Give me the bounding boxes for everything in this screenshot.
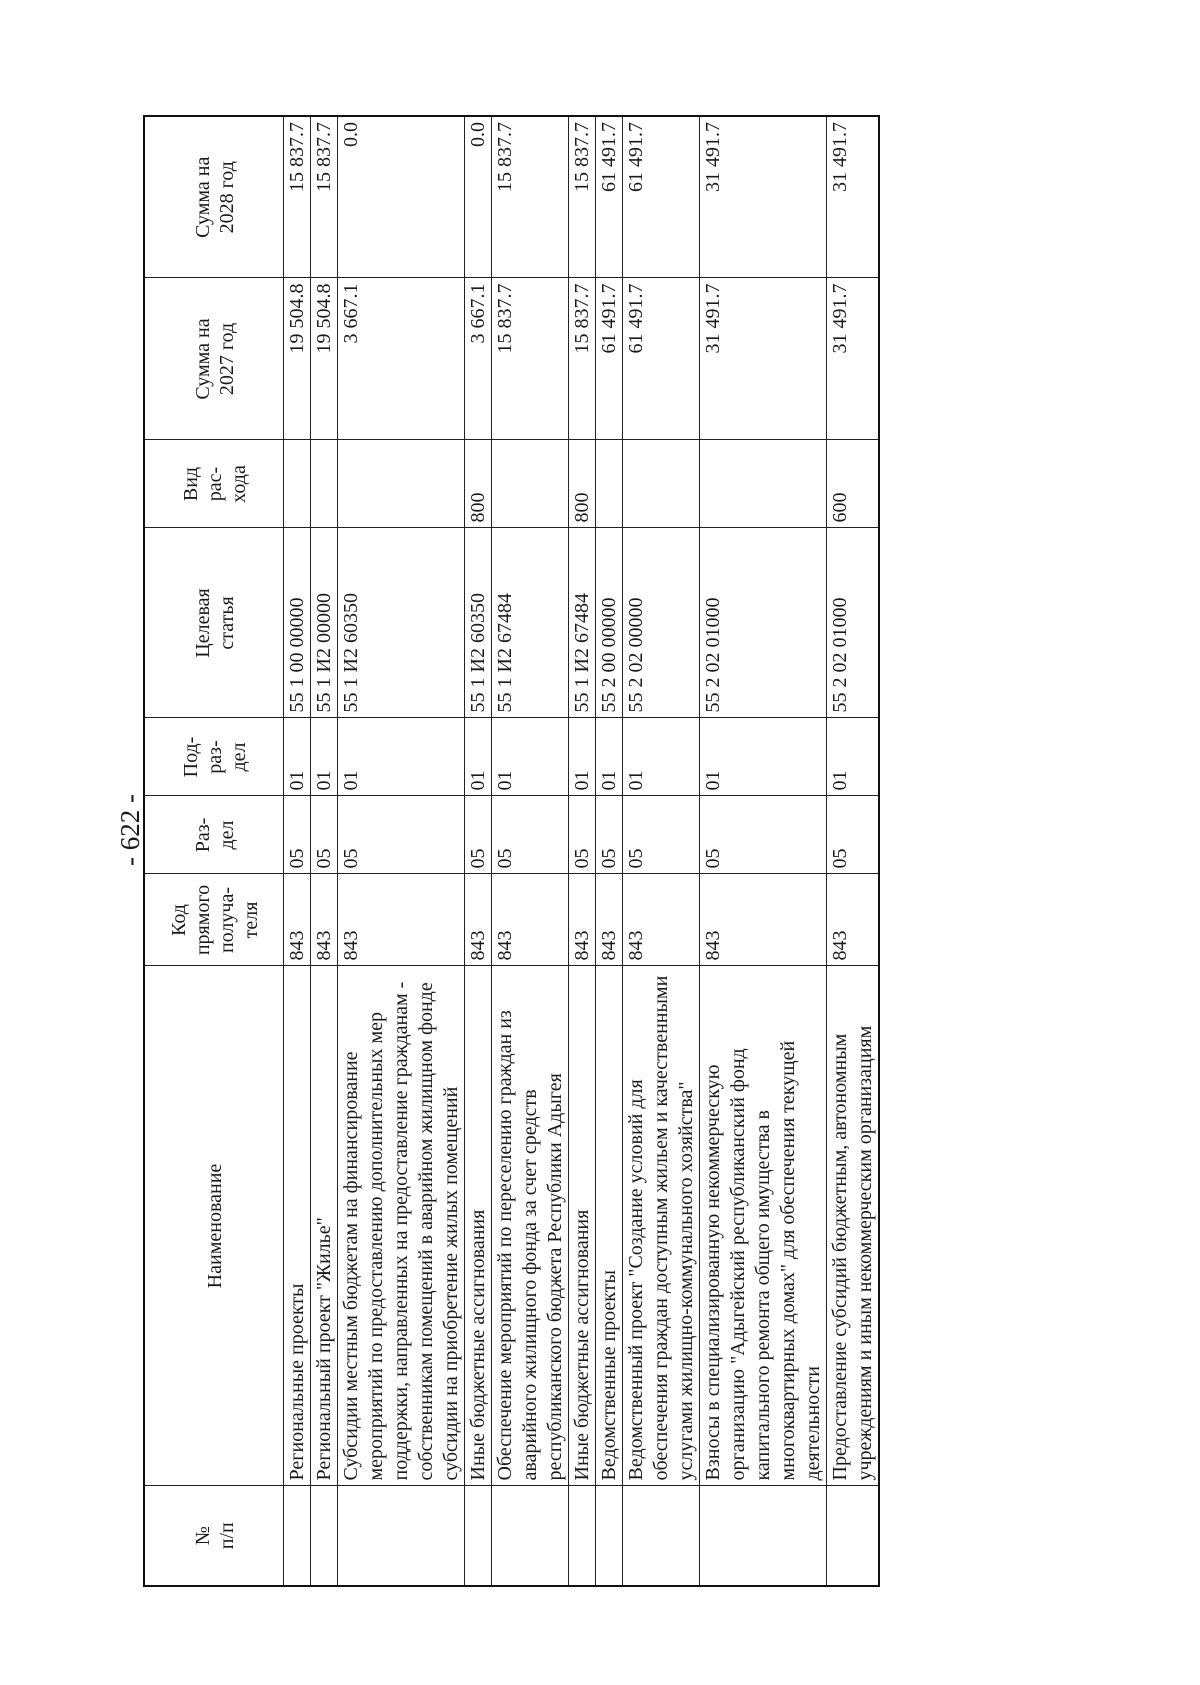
cell-sum-2027: 31 491.7 [700, 278, 827, 440]
cell-sum-2028: 61 491.7 [623, 116, 700, 278]
cell-sum-2028: 15 837.7 [569, 116, 596, 278]
cell-recipient-code: 843 [596, 874, 623, 966]
cell-section: 05 [623, 796, 700, 874]
cell-expense-type [700, 440, 827, 528]
header-section: Раз- дел [144, 796, 284, 874]
cell-target-article: 55 2 02 01000 [827, 528, 880, 718]
cell-index [311, 1486, 338, 1586]
cell-index [623, 1486, 700, 1586]
cell-index [569, 1486, 596, 1586]
cell-sum-2028: 31 491.7 [827, 116, 880, 278]
table-header-row [144, 116, 284, 1586]
header-recipient-code: Код прямого получа- теля [144, 874, 284, 966]
cell-subsection: 01 [492, 718, 569, 796]
cell-sum-2027: 15 837.7 [492, 278, 569, 440]
cell-sum-2028: 15 837.7 [492, 116, 569, 278]
table-row [596, 116, 623, 1586]
cell-index [700, 1486, 827, 1586]
table-row [827, 116, 880, 1586]
cell-expense-type [492, 440, 569, 528]
cell-target-article: 55 2 02 01000 [700, 528, 827, 718]
cell-expense-type [596, 440, 623, 528]
table-row [623, 116, 700, 1586]
cell-recipient-code: 843 [492, 874, 569, 966]
table-row [569, 116, 596, 1586]
cell-index [492, 1486, 569, 1586]
cell-target-article: 55 1 И2 60350 [465, 528, 492, 718]
cell-section: 05 [284, 796, 311, 874]
cell-sum-2027: 19 504.8 [311, 278, 338, 440]
cell-sum-2027: 19 504.8 [284, 278, 311, 440]
cell-name: Предоставление субсидий бюджетным, автономным учреждениям и иным некоммерческим организациям [827, 966, 880, 1486]
cell-recipient-code: 843 [569, 874, 596, 966]
table-row [338, 116, 465, 1586]
cell-subsection: 01 [311, 718, 338, 796]
table-row [700, 116, 827, 1586]
cell-sum-2028: 0.0 [338, 116, 465, 278]
header-index: № п/п [144, 1486, 284, 1586]
cell-name: Иные бюджетные ассигнования [465, 966, 492, 1486]
cell-subsection: 01 [338, 718, 465, 796]
cell-section: 05 [338, 796, 465, 874]
cell-section: 05 [311, 796, 338, 874]
header-target-article: Целевая статья [144, 528, 284, 718]
cell-index [284, 1486, 311, 1586]
cell-target-article: 55 1 И2 60350 [338, 528, 465, 718]
table-row [311, 116, 338, 1586]
cell-expense-type: 800 [465, 440, 492, 528]
cell-sum-2028: 15 837.7 [311, 116, 338, 278]
cell-recipient-code: 843 [827, 874, 880, 966]
cell-subsection: 01 [465, 718, 492, 796]
cell-name: Взносы в специализированную некоммерческую организацию "Адыгейский республиканский фонд капитального ремонта общего имущества в многоквартирных домах" для обеспечения текущей деятельности [700, 966, 827, 1486]
budget-table [143, 115, 880, 1587]
cell-name: Субсидии местным бюджетам на финансирование мероприятий по предоставлению дополнительных мер поддержки, направленных на предоставление гражданам - собственникам помещений в аварийном жилищном фонде субсидии на приобретение жилых помещений [338, 966, 465, 1486]
cell-index [338, 1486, 465, 1586]
cell-sum-2028: 15 837.7 [284, 116, 311, 278]
table-row [465, 116, 492, 1586]
cell-target-article: 55 2 00 00000 [596, 528, 623, 718]
cell-target-article: 55 1 И2 00000 [311, 528, 338, 718]
cell-recipient-code: 843 [311, 874, 338, 966]
cell-recipient-code: 843 [623, 874, 700, 966]
cell-subsection: 01 [827, 718, 880, 796]
cell-section: 05 [596, 796, 623, 874]
cell-section: 05 [492, 796, 569, 874]
cell-section: 05 [700, 796, 827, 874]
cell-target-article: 55 1 И2 67484 [569, 528, 596, 718]
header-sum-2027: Сумма на 2027 год [144, 278, 284, 440]
cell-sum-2027: 61 491.7 [623, 278, 700, 440]
cell-index [465, 1486, 492, 1586]
cell-sum-2027: 3 667.1 [465, 278, 492, 440]
cell-subsection: 01 [284, 718, 311, 796]
header-name: Наименование [144, 966, 284, 1486]
cell-section: 05 [569, 796, 596, 874]
table-row [284, 116, 311, 1586]
cell-subsection: 01 [623, 718, 700, 796]
cell-subsection: 01 [700, 718, 827, 796]
cell-section: 05 [465, 796, 492, 874]
cell-expense-type [623, 440, 700, 528]
cell-expense-type [338, 440, 465, 528]
cell-index [827, 1486, 880, 1586]
cell-recipient-code: 843 [465, 874, 492, 966]
cell-target-article: 55 1 00 00000 [284, 528, 311, 718]
cell-sum-2027: 3 667.1 [338, 278, 465, 440]
cell-recipient-code: 843 [284, 874, 311, 966]
cell-sum-2027: 61 491.7 [596, 278, 623, 440]
cell-expense-type [284, 440, 311, 528]
cell-subsection: 01 [569, 718, 596, 796]
cell-sum-2027: 31 491.7 [827, 278, 880, 440]
header-subsection: Под- раз- дел [144, 718, 284, 796]
header-expense-type: Вид рас- хода [144, 440, 284, 528]
cell-sum-2028: 0.0 [465, 116, 492, 278]
cell-subsection: 01 [596, 718, 623, 796]
cell-sum-2027: 15 837.7 [569, 278, 596, 440]
rotated-budget-table-container [143, 117, 895, 1587]
cell-name: Региональный проект "Жилье" [311, 966, 338, 1486]
cell-target-article: 55 1 И2 67484 [492, 528, 569, 718]
cell-name: Региональные проекты [284, 966, 311, 1486]
cell-name: Ведомственные проекты [596, 966, 623, 1486]
cell-sum-2028: 61 491.7 [596, 116, 623, 278]
cell-name: Обеспечение мероприятий по переселению граждан из аварийного жилищного фонда за счет средств республиканского бюджета Республики Адыгея [492, 966, 569, 1486]
cell-target-article: 55 2 02 00000 [623, 528, 700, 718]
cell-name: Иные бюджетные ассигнования [569, 966, 596, 1486]
cell-index [596, 1486, 623, 1586]
cell-recipient-code: 843 [700, 874, 827, 966]
page-number: - 622 - [115, 794, 145, 866]
cell-expense-type [311, 440, 338, 528]
cell-expense-type: 800 [569, 440, 596, 528]
cell-name: Ведомственный проект "Создание условий для обеспечения граждан доступным жильем и качественными услугами жилищно-коммунального хозяйства" [623, 966, 700, 1486]
header-sum-2028: Сумма на 2028 год [144, 116, 284, 278]
cell-recipient-code: 843 [338, 874, 465, 966]
cell-expense-type: 600 [827, 440, 880, 528]
table-row [492, 116, 569, 1586]
cell-sum-2028: 31 491.7 [700, 116, 827, 278]
cell-section: 05 [827, 796, 880, 874]
